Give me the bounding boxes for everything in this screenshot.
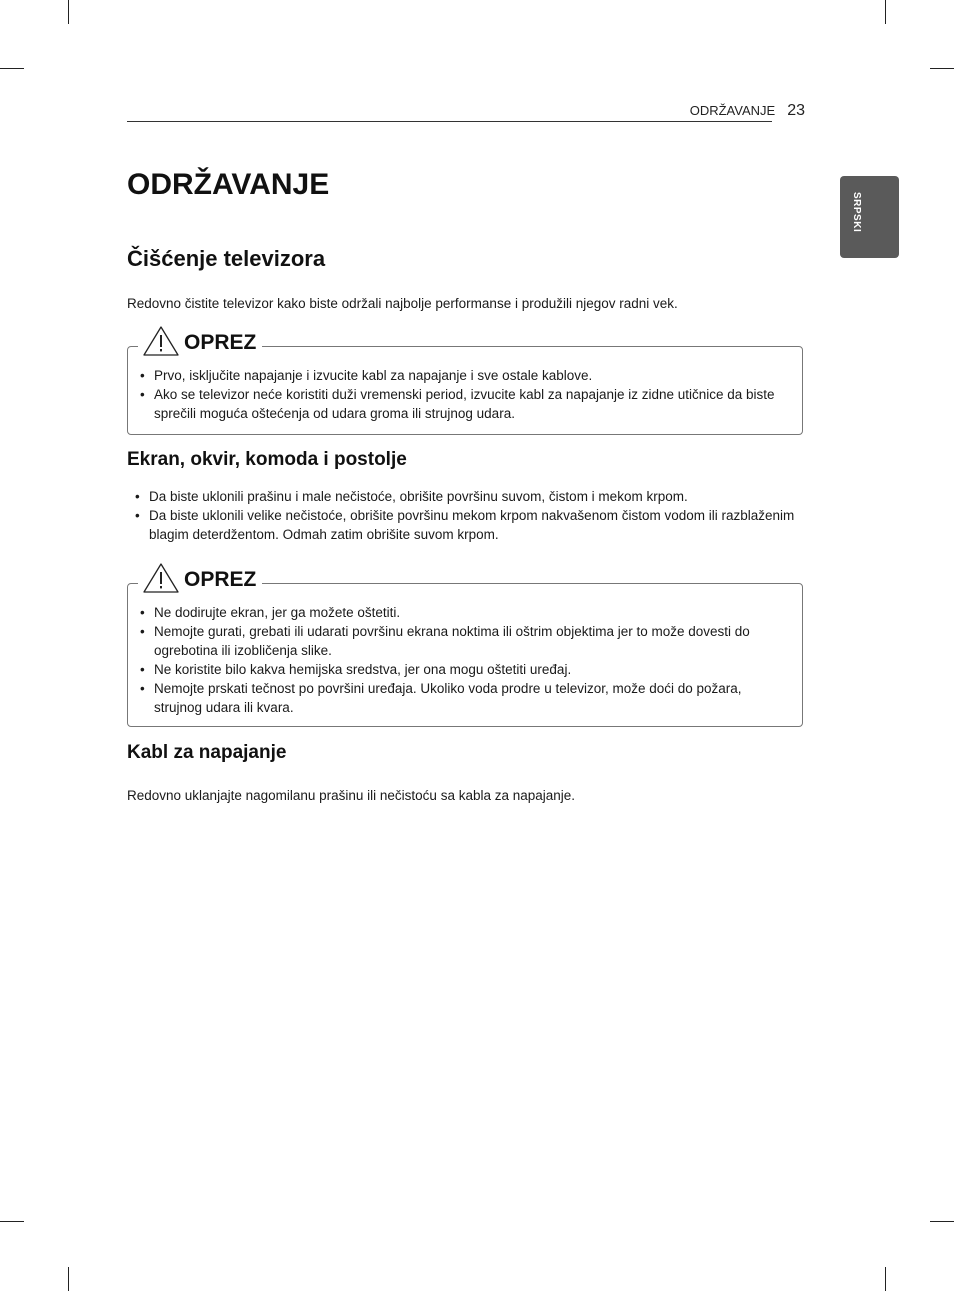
caution-item: • Ne dodirujte ekran, jer ga možete oštetiti. [140,603,790,622]
caution-box [127,568,803,727]
caution-list [140,366,790,423]
crop-mark [68,1267,69,1291]
page-title: ODRŽAVANJE [127,168,330,201]
header-section: ODRŽAVANJE [689,103,776,118]
caution-header [138,323,262,357]
language-tab-label: SRPSKI [851,192,862,233]
list-item: • Da biste uklonili velike nečistoće, obrišite površinu mekom krpom nakvašenom čistom vodom ili razblaženim blagim deterdžentom. Odmah zatim obrišite suvom krpom. [135,506,795,544]
warning-triangle-icon [142,325,180,357]
caution-box [127,331,803,435]
crop-mark [885,0,886,24]
list-item: • Da biste uklonili prašinu i male nečistoće, obrišite površinu suvom, čistom i mekom krpom. [135,487,795,506]
caution-label: OPREZ [184,568,257,591]
crop-mark [0,68,24,69]
crop-mark [885,1267,886,1291]
caution-item: • Prvo, isključite napajanje i izvucite kabl za napajanje i sve ostale kablove. [140,366,790,385]
caution-item: • Ne koristite bilo kakva hemijska sredstva, jer ona mogu oštetiti uređaj. [140,660,790,679]
crop-mark [0,1221,24,1222]
warning-triangle-icon [142,562,180,594]
language-tab [840,176,899,258]
header-rule [127,121,772,122]
caution-label: OPREZ [184,331,257,354]
section-heading-screen: Ekran, okvir, komoda i postolje [127,449,407,470]
section-heading-cleaning: Čišćenje televizora [127,246,326,271]
page-number: 23 [787,102,805,119]
running-header [600,102,805,120]
caution-list [140,603,790,717]
power-cable-text: Redovno uklanjajte nagomilanu prašinu ili nečistoću sa kabla za napajanje. [127,788,576,803]
caution-item: • Ako se televizor neće koristiti duži vremenski period, izvucite kabl za napajanje iz zidne utičnice da biste sprečili moguća oštećenja od udara groma ili strujnog udara. [140,385,790,423]
section-heading-power-cable: Kabl za napajanje [127,742,287,763]
cleaning-intro: Redovno čistite televizor kako biste održali najbolje performanse i produžili njegov radni vek. [127,296,678,311]
crop-mark [930,1221,954,1222]
caution-header [138,560,262,594]
caution-item: • Nemojte gurati, grebati ili udarati površinu ekrana noktima ili oštrim objektima jer to može dovesti do ogrebotina ili izobličenja slike. [140,622,790,660]
screen-list [135,487,795,544]
caution-item: • Nemojte prskati tečnost po površini uređaja. Ukoliko voda prodre u televizor, može doći do požara, strujnog udara ili kvara. [140,679,790,717]
crop-mark [68,0,69,24]
crop-mark [930,68,954,69]
